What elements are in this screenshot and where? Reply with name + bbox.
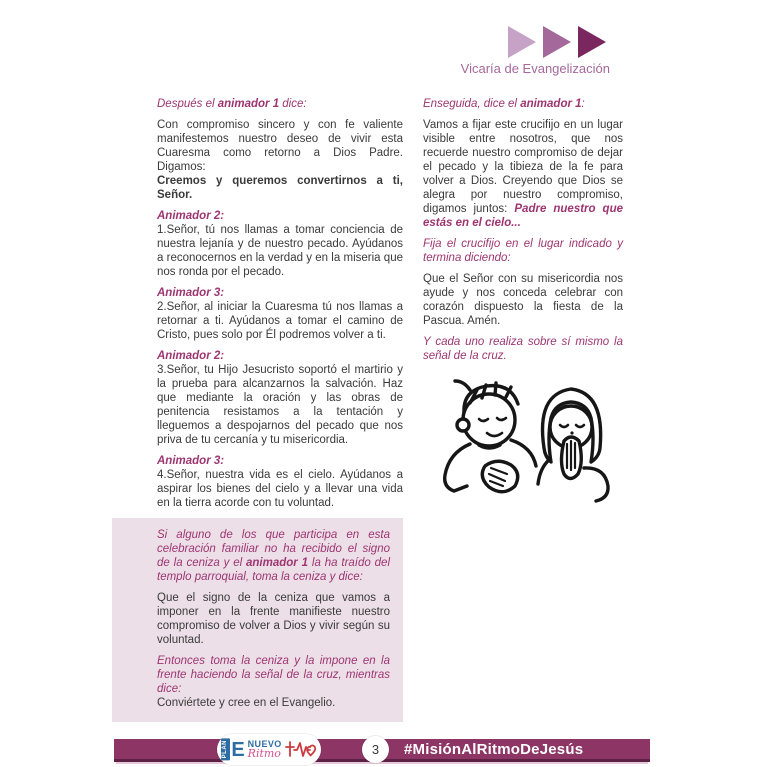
paragraph: Que el Señor con su misericordia nos ayude y nos conceda celebrar con corazón dispuesto la fiesta de la Pascua. Amén. [423, 273, 623, 327]
logo-text-block [248, 740, 282, 759]
section-animador [157, 286, 403, 342]
rubric-text: : [581, 98, 585, 110]
section-body: 4.Señor, nuestra vida es el cielo. Ayúdanos a aspirar los bienes del cielo y a llevar una vida en la tierra acorde con tu voluntad. [157, 469, 403, 509]
rubric-fija-crucifijo: Fija el crucifijo en el lugar indicado y termina diciendo: [423, 238, 623, 264]
paragraph: Que el signo de la ceniza que vamos a imponer en la frente manifieste nuestro compromiso de volver a Dios y vivir según su voluntad. [157, 592, 390, 646]
right-column [423, 97, 623, 363]
rubric-animador1-dice [157, 97, 403, 111]
page-number-badge [362, 736, 389, 763]
rubric-enseguida [423, 97, 623, 111]
section-body: 1.Señor, tú nos llamas a tomar conciencia de nuestra lejanía y de nuestro pecado. Ayúdanos a reconocernos en la verdad y en la miseria que nos ronda por el pecado. [157, 224, 403, 278]
logo-ritmo-label: Ritmo [247, 747, 281, 760]
section-heading: Animador 2: [157, 350, 225, 362]
rubric-bold: animador 1 [520, 98, 582, 110]
brand-triangles [508, 26, 606, 58]
section-animador [157, 209, 403, 279]
rubric-senal-cruz: Y cada uno realiza sobre sí mismo la señal de la cruz. [423, 336, 623, 362]
paragraph-bold: Creemos y queremos convertirnos a ti, Señor. [157, 175, 403, 201]
paragraph [423, 118, 623, 230]
rubric-bold: animador 1 [246, 557, 309, 569]
rubric-text: dice: [279, 98, 307, 110]
left-column [157, 97, 403, 510]
paragraph: Con compromiso sincero y con fe valiente manifestemos nuestro deseo de vivir esta Cuaresma como retorno a Dios Padre. Digamos: [157, 119, 403, 173]
section-body: 3.Señor, tu Hijo Jesucristo soportó el martirio y la prueba para alcanzarnos la salvación. Haz que mediante la oración y las obras de penitencia resistamos a la tentación y lleguemos a despojarnos del pecado que nos priva de tu cercanía y tu misericordia. [157, 364, 403, 446]
page-number: 3 [371, 742, 380, 757]
rubric-bold: animador 1 [217, 98, 280, 110]
section-heading: Animador 3: [157, 455, 225, 467]
logo-nuevo-label: NUEVO [247, 739, 282, 749]
triangle-light-icon [508, 26, 536, 58]
paragraph-text: Vamos a fijar este crucifijo en un lugar visible entre nosotros, que nos recuerde nuestro compromiso de dejar el pecado y la tibieza de la fe para volver a Dios. Creyendo que Dios se alegra por nuestro compromiso, digamos juntos: [423, 119, 623, 215]
section-animador [157, 454, 403, 510]
heartbeat-cross-icon [285, 739, 317, 761]
triangle-mid-icon [543, 26, 571, 58]
plan-nuevo-ritmo-logo [217, 734, 321, 765]
rubric-text: Si alguno de los que participa en esta celebración familiar no ha recibido el signo de la ceniza y el [157, 529, 390, 569]
rubric-ceniza [157, 528, 390, 584]
section-body: 2.Señor, al iniciar la Cuaresma tú nos llamas a retornar a ti. Ayúdanos a tomar el camino de Cristo, pues solo por Él podremos volver a ti. [157, 301, 403, 341]
rubric-text: Después el [157, 98, 218, 110]
children-praying-drawing [437, 374, 622, 529]
section-heading: Animador 2: [157, 210, 225, 222]
section-animador [157, 349, 403, 447]
hashtag-label: #MisiónAlRitmoDeJesús [404, 741, 584, 758]
triangle-dark-icon [578, 26, 606, 58]
rubric-text: la ha traído del templo parroquial, toma la ceniza y dice: [157, 557, 390, 583]
section-heading: Animador 3: [157, 287, 225, 299]
logo-e-letter: E [231, 738, 245, 761]
padre-nuestro-accent: Padre nuestro que estás en el cielo... [423, 203, 623, 229]
logo-plan-label: PLAN [222, 740, 229, 759]
brand-name: Vicaría de Evangelización [460, 61, 610, 76]
rubric-impone-ceniza: Entonces toma la ceniza y la impone en la frente haciendo la señal de la cruz, mientras dice: [157, 655, 390, 695]
rubric-text: Enseguida, dice el [423, 98, 521, 110]
ash-instruction-box [112, 518, 403, 722]
children-praying-illustration [437, 374, 622, 529]
paragraph: Conviértete y cree en el Evangelio. [157, 697, 336, 709]
